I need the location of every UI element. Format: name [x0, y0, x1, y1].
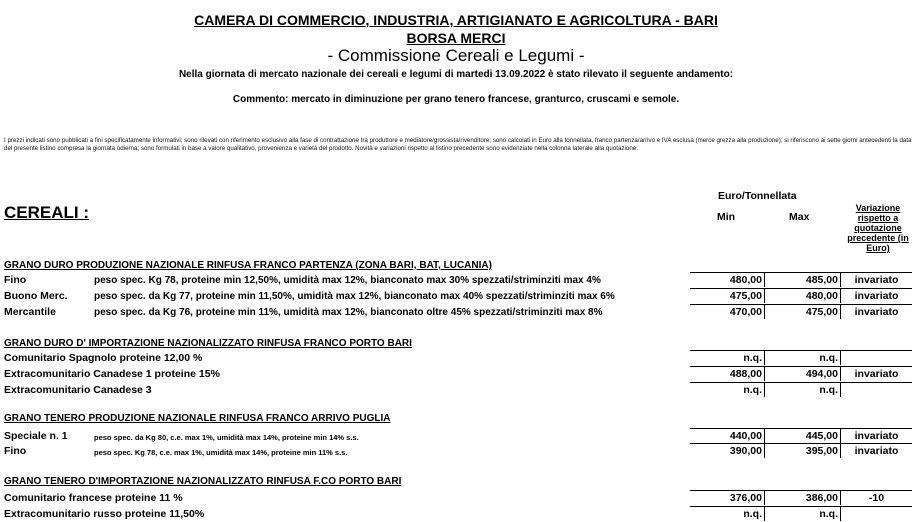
row-variation: invariato [841, 272, 912, 287]
row-max-price: 480,00 [765, 288, 841, 303]
row-name: Extracomunitario Canadese 3 [4, 384, 152, 396]
row-max-price: 475,00 [765, 304, 841, 319]
column-header-max: Max [789, 211, 810, 223]
row-spec: peso spec. da Kg 80, c.e. max 1%, umidità max 14%, proteine min 14% s.s. [94, 433, 359, 442]
row-variation [841, 382, 912, 397]
row-min-price: 376,00 [690, 490, 765, 505]
market-intro: Nella giornata di mercato nazionale dei cereali e legumi di martedi 13.09.2022 è stato rilevato il seguente andamento: [178, 69, 734, 80]
row-spec: peso spec. da Kg 76, proteine min 11%, umidità max 12%, bianconato oltre 45% spezzati/striminziti max 8% [94, 307, 603, 318]
section-title: GRANO DURO PRODUZIONE NAZIONALE RINFUSA FRANCO PARTENZA (ZONA BARI, BAT, LUCANIA) [4, 260, 492, 271]
row-min-price: 475,00 [690, 288, 765, 303]
row-variation: invariato [841, 366, 912, 381]
section-title: GRANO TENERO D'IMPORTAZIONE NAZIONALIZZATO RINFUSA F.CO PORTO BARI [4, 476, 402, 487]
commission-title: - Commissione Cereali e Legumi - [327, 46, 585, 65]
row-min-price: 390,00 [690, 443, 765, 458]
row-name: Comunitario francese proteine 11 % [4, 492, 183, 504]
row-max-price: 485,00 [765, 272, 841, 287]
row-spec: peso spec. da Kg 77, proteine min 11,50%, umidità max 12%, bianconato max 40% spezzati/striminziti max 6% [94, 291, 615, 302]
section-title: GRANO TENERO PRODUZIONE NAZIONALE RINFUSA FRANCO ARRIVO PUGLIA [4, 413, 391, 424]
section-title: GRANO DURO D' IMPORTAZIONE NAZIONALIZZATO RINFUSA FRANCO PORTO BARI [4, 338, 412, 349]
row-min-price: 480,00 [690, 272, 765, 287]
section-heading-cereali: CEREALI : [4, 203, 89, 222]
row-spec: peso spec. Kg 78, c.e. max 1%, umidità max 14%, proteine min 11% s.s. [94, 448, 348, 457]
column-header-variation: Variazione rispetto a quotazione precedente (in Euro) [847, 203, 909, 253]
row-max-price: n.q. [765, 506, 841, 521]
row-min-price: 488,00 [690, 366, 765, 381]
row-name: Extracomunitario Canadese 1 proteine 15% [4, 368, 220, 380]
row-max-price: n.q. [765, 350, 841, 365]
row-spec: peso spec. Kg 78, proteine min 12,50%, umidità max 12%, bianconato max 30% spezzati/striminziti max 4% [94, 275, 601, 286]
row-name: Comunitario Spagnolo proteine 12,00 % [4, 352, 203, 364]
row-variation: invariato [841, 304, 912, 319]
row-variation: invariato [841, 428, 912, 443]
row-max-price: n.q. [765, 382, 841, 397]
row-min-price: 470,00 [690, 304, 765, 319]
row-name: Fino [4, 445, 27, 457]
row-variation [841, 350, 912, 365]
row-name: Fino [4, 274, 27, 286]
row-max-price: 445,00 [765, 428, 841, 443]
disclaimer-text: I prezzi indicati sono pubblicati a fini specificatamente informativi; sono rilevati con riferimento esclusivo alla fase di contrattazione tra produttore e mediatore/grossista/rivenditore; sono calcolati in Euro alla tonnellata, franco partenza/arrivo e IVA esclusa (merce grezza alla produzione); si riferiscono ai sette giorni antecedenti la data del presente listino compresa la giornata odierna; sono formulati in base a valore qualitativo, provenienza e varietà del prodotto. Novità e variazioni rispetto al listino precedente sono evidenziate nella colonna laterale alla quotazione. [4, 137, 912, 152]
row-min-price: n.q. [690, 350, 765, 365]
row-min-price: 440,00 [690, 428, 765, 443]
row-min-price: n.q. [690, 506, 765, 521]
row-max-price: 386,00 [765, 490, 841, 505]
unit-label: Euro/Tonnellata [718, 190, 797, 202]
row-name: Extracomunitario russo proteine 11,50% [4, 508, 205, 520]
row-max-price: 494,00 [765, 366, 841, 381]
document-title: CAMERA DI COMMERCIO, INDUSTRIA, ARTIGIANATO E AGRICOLTURA - BARI [194, 12, 718, 28]
row-min-price: n.q. [690, 382, 765, 397]
row-name: Speciale n. 1 [4, 430, 68, 442]
row-variation: invariato [841, 443, 912, 458]
document-subtitle: BORSA MERCI [406, 30, 506, 46]
row-variation: -10 [841, 490, 912, 505]
row-variation: invariato [841, 288, 912, 303]
market-comment: Commento: mercato in diminuzione per grano tenero francese, granturco, cruscami e semole. [232, 94, 680, 105]
row-max-price: 395,00 [765, 443, 841, 458]
row-variation [841, 506, 912, 521]
row-name: Mercantile [4, 306, 56, 318]
column-header-min: Min [717, 211, 736, 223]
row-name: Buono Merc. [4, 290, 68, 302]
